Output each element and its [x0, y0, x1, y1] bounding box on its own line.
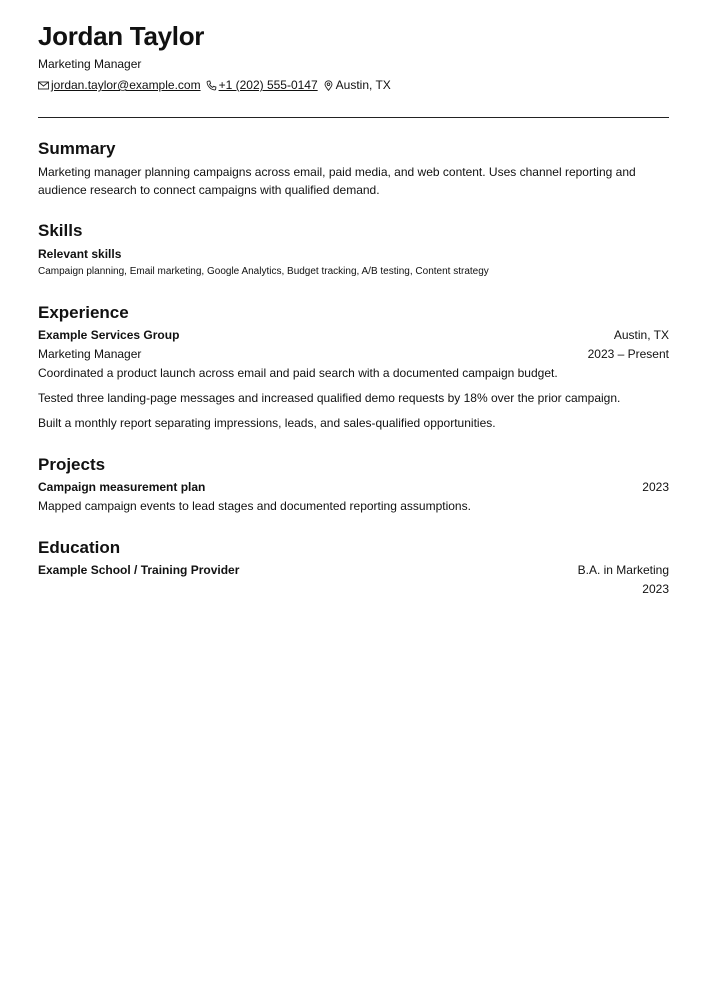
- education-heading: Education: [38, 538, 121, 557]
- skills-list: Campaign planning, Email marketing, Google Analytics, Budget tracking, A/B testing, Content strategy: [38, 266, 489, 277]
- experience-bullet: Tested three landing-page messages and increased qualified demo requests by 18% over the prior campaign.: [38, 391, 621, 405]
- experience-dates: 2023 – Present: [587, 347, 669, 361]
- header-divider: [38, 117, 669, 118]
- skills-subheading: Relevant skills: [38, 247, 122, 261]
- contact-line: [38, 77, 391, 93]
- phone-icon: [206, 80, 217, 91]
- project-name: Campaign measurement plan: [38, 480, 206, 494]
- phone-link[interactable]: +1 (202) 555-0147: [218, 78, 318, 92]
- location-text: Austin, TX: [335, 78, 391, 92]
- skills-heading: Skills: [38, 221, 83, 240]
- summary-heading: Summary: [38, 139, 116, 158]
- map-pin-icon: [323, 80, 334, 91]
- candidate-name: Jordan Taylor: [38, 21, 205, 51]
- project-year: 2023: [642, 480, 669, 494]
- project-description: Mapped campaign events to lead stages and documented reporting assumptions.: [38, 499, 471, 513]
- summary-text: Marketing manager planning campaigns across email, paid media, and web content. Uses channel reporting and audience research to connect campaigns with qualified demand.: [38, 165, 636, 197]
- envelope-icon: [38, 80, 49, 91]
- experience-bullet: Coordinated a product launch across email and paid search with a documented campaign budget.: [38, 366, 558, 380]
- experience-bullet: Built a monthly report separating impressions, leads, and sales-qualified opportunities.: [38, 416, 496, 430]
- education-year: 2023: [642, 582, 669, 596]
- experience-heading: Experience: [38, 303, 129, 322]
- candidate-title: Marketing Manager: [38, 57, 142, 71]
- projects-heading: Projects: [38, 455, 106, 474]
- experience-location: Austin, TX: [613, 328, 669, 342]
- education-degree: B.A. in Marketing: [577, 563, 669, 577]
- experience-company: Example Services Group: [38, 328, 180, 342]
- education-school: Example School / Training Provider: [38, 563, 240, 577]
- experience-role: Marketing Manager: [38, 347, 142, 361]
- email-link[interactable]: jordan.taylor@example.com: [51, 78, 201, 92]
